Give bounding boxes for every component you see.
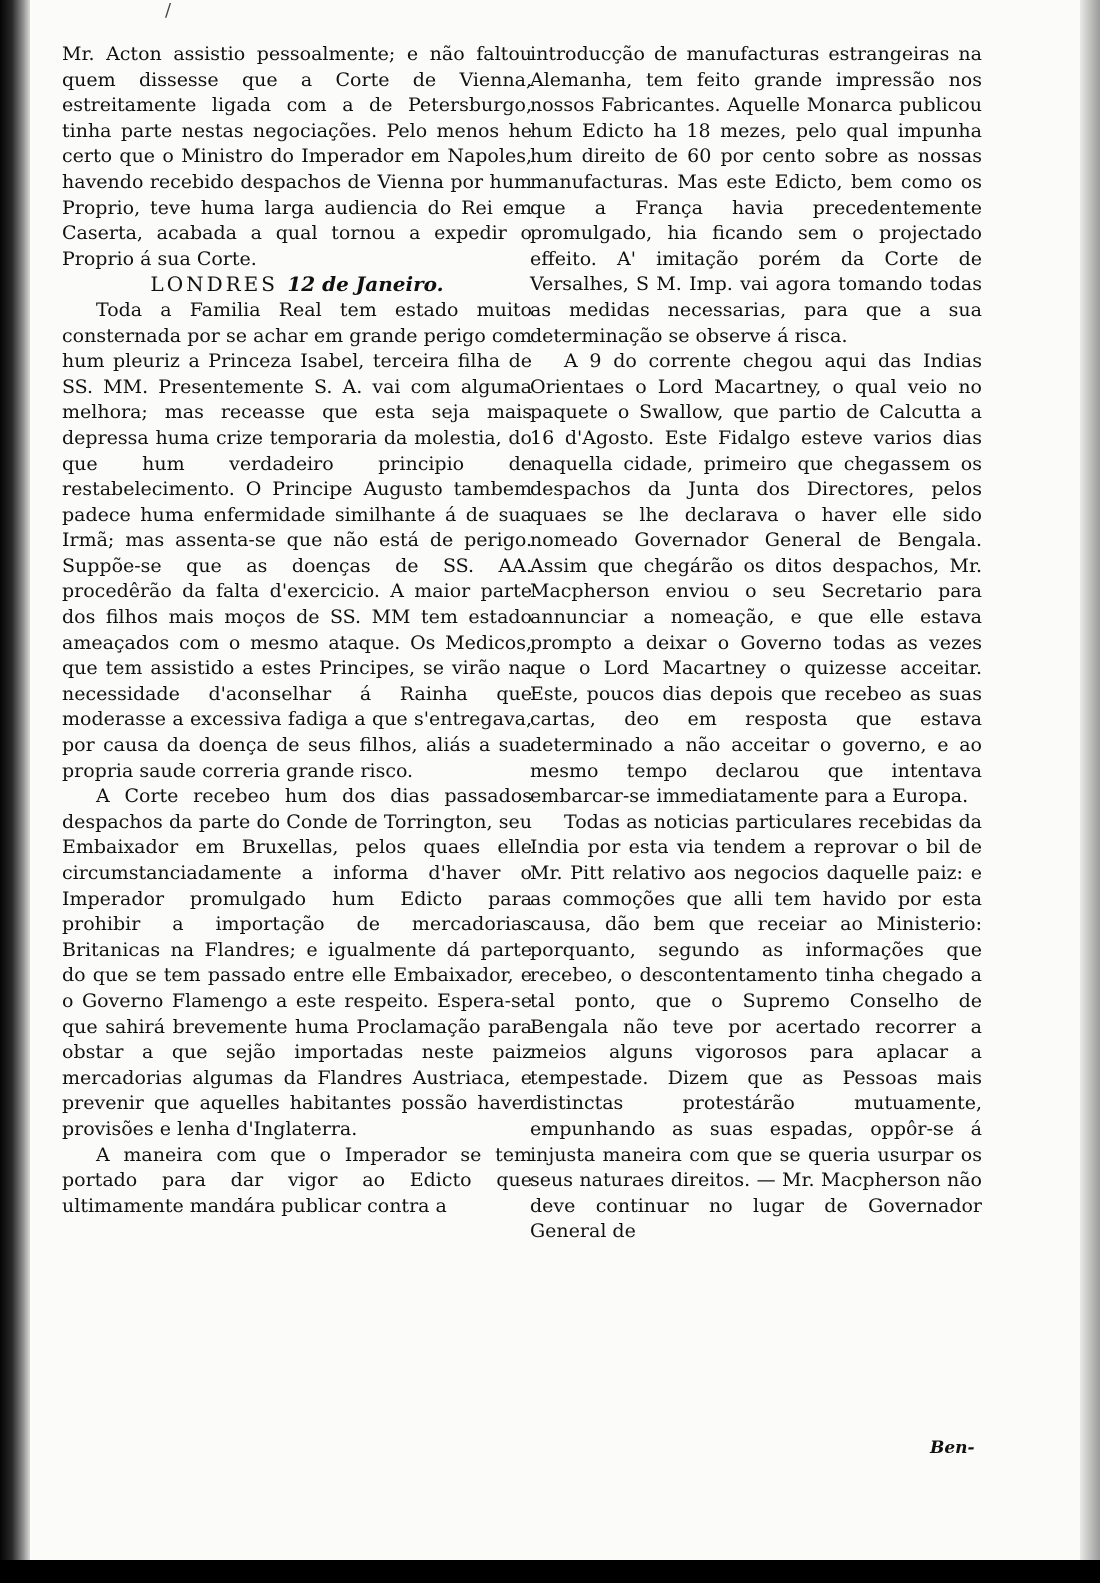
paragraph-royal-family: Toda a Familia Real tem estado muito consternada por se achar em grande perigo com hum pleuriz a Princeza Isabel, terceira filha de SS. MM. Presentemente S. A. vai com alguma melhora; mas receasse que esta seja mais depressa huma crize temporaria da molestia, do que hum verdadeiro principio de restabelecimento. O Principe Augusto tambem padece huma enfermidade similhante á de sua Irmã; mas assenta-se que não está de perigo. Suppõe-se que as doenças de SS. AA. procedêrão da falta d'exercicio. A maior parte dos filhos mais moços de SS. MM tem estado ameaçados com o mesmo ataque. Os Medicos, que tem assistido a estes Principes, se virão na necessidade d'aconselhar á Rainha que moderasse a excessiva fadiga a que s'entregava, por causa da doença de seus filhos, aliás a sua propria saude correria grande risco. — [62, 298, 532, 782]
ink-mark: / — [165, 0, 172, 21]
page-bottom-edge — [0, 1560, 1100, 1583]
dateline-heading — [62, 272, 532, 298]
catchword: Ben- — [930, 1438, 975, 1458]
paragraph-macartney: A 9 do corrente chegou aqui das Indias Orientaes o Lord Macartney, o qual veio no paquete o Swallow, que partio de Calcutta a 16 d'Agosto. Este Fidalgo esteve varios dias naquella cidade, primeiro que chegassem os despachos da Junta dos Directores, pelos quaes se lhe declarava o haver elle sido nomeado Governador General de Bengala. Assim que chegárão os ditos despachos, Mr. Macpherson enviou o seu Secretario para annunciar a nomeação, e que elle estava prompto a deixar o Governo todas as vezes que o Lord Macartney o quizesse acceitar. Este, poucos dias depois que recebeo as suas cartas, deo em resposta que estava determinado a não acceitar o governo, e ao mesmo tempo declarou que intentava embarcar-se immediatamente para a Europa. — [530, 350, 982, 808]
paragraph-emperor-edict: A maneira com que o Imperador se tem portado para dar vigor ao Edicto que ultimamente mandára publicar contra a — [62, 1143, 532, 1217]
paragraph-india-news: Todas as noticias particulares recebidas da India por esta via tendem a reprovar o bil de Mr. Pitt relativo aos negocios daquelle paiz: e as commoções que alli tem havido por esta causa, dão bem que receiar ao Ministerio: porquanto, segundo as informações que recebeo, o descontentamento tinha chegado a tal ponto, que o Supremo Conselho de Bengala não teve por acertado recorrer a meios alguns vigorosos para aplacar a tempestade. Dizem que as Pessoas mais distinctas protestárão mutuamente, empunhando as suas espadas, oppôr-se á injusta maneira com que se queria usurpar os seus naturaes direitos. — Mr. Macpherson não deve continuar no lugar de Governador General de — [530, 810, 982, 1243]
page-right-edge — [1080, 0, 1100, 1583]
paragraph-manufactures: introducção de manufacturas estrangeiras na Alemanha, tem feito grande impressão nos nossos Fabricantes. Aquelle Monarca publicou hum Edicto ha 18 mezes, pelo qual impunha hum direito de 60 por cento sobre as nossas manufacturas. Mas este Edicto, bem como os que a França havia precedentemente promulgado, hia ficando sem o projectado effeito. A' imitação porém da Corte de Versalhes, S M. Imp. vai agora tomando todas as medidas necessarias, para que a sua determinação se observe á risca. — [530, 43, 982, 347]
right-column — [530, 42, 982, 1245]
dateline-city: LONDRES — [150, 272, 278, 297]
paragraph-acton: Mr. Acton assistio pessoalmente; e não faltou quem dissesse que a Corte de Vienna, estreitamente ligada com a de Petersburgo, tinha parte nestas negociações. Pelo menos he certo que o Ministro do Imperador em Napoles, havendo recebido despachos de Vienna por hum Proprio, teve huma larga audiencia do Rei em Caserta, acabada a qual tornou a expedir o Proprio á sua Corte. — [62, 43, 532, 270]
book-gutter — [0, 0, 30, 1583]
paragraph-court-despatches: A Corte recebeo hum dos dias passados despachos da parte do Conde de Torrington, seu Embaixador em Bruxellas, pelos quaes elle circumstanciadamente a informa d'haver o Imperador promulgado hum Edicto para prohibir a importação de mercadorias Britanicas na Flandres; e igualmente dá parte do que se tem passado entre elle Embaixador, e o Governo Flamengo a este respeito. Espera-se que sahirá brevemente huma Proclamação para obstar a que sejão importadas neste paiz mercadorias algumas da Flandres Austriaca, e prevenir que aquelles habitantes possão haver provisões e lenha d'Inglaterra. — [62, 785, 532, 1140]
dateline-date: 12 de Janeiro. — [287, 272, 444, 297]
left-column — [62, 42, 532, 1219]
